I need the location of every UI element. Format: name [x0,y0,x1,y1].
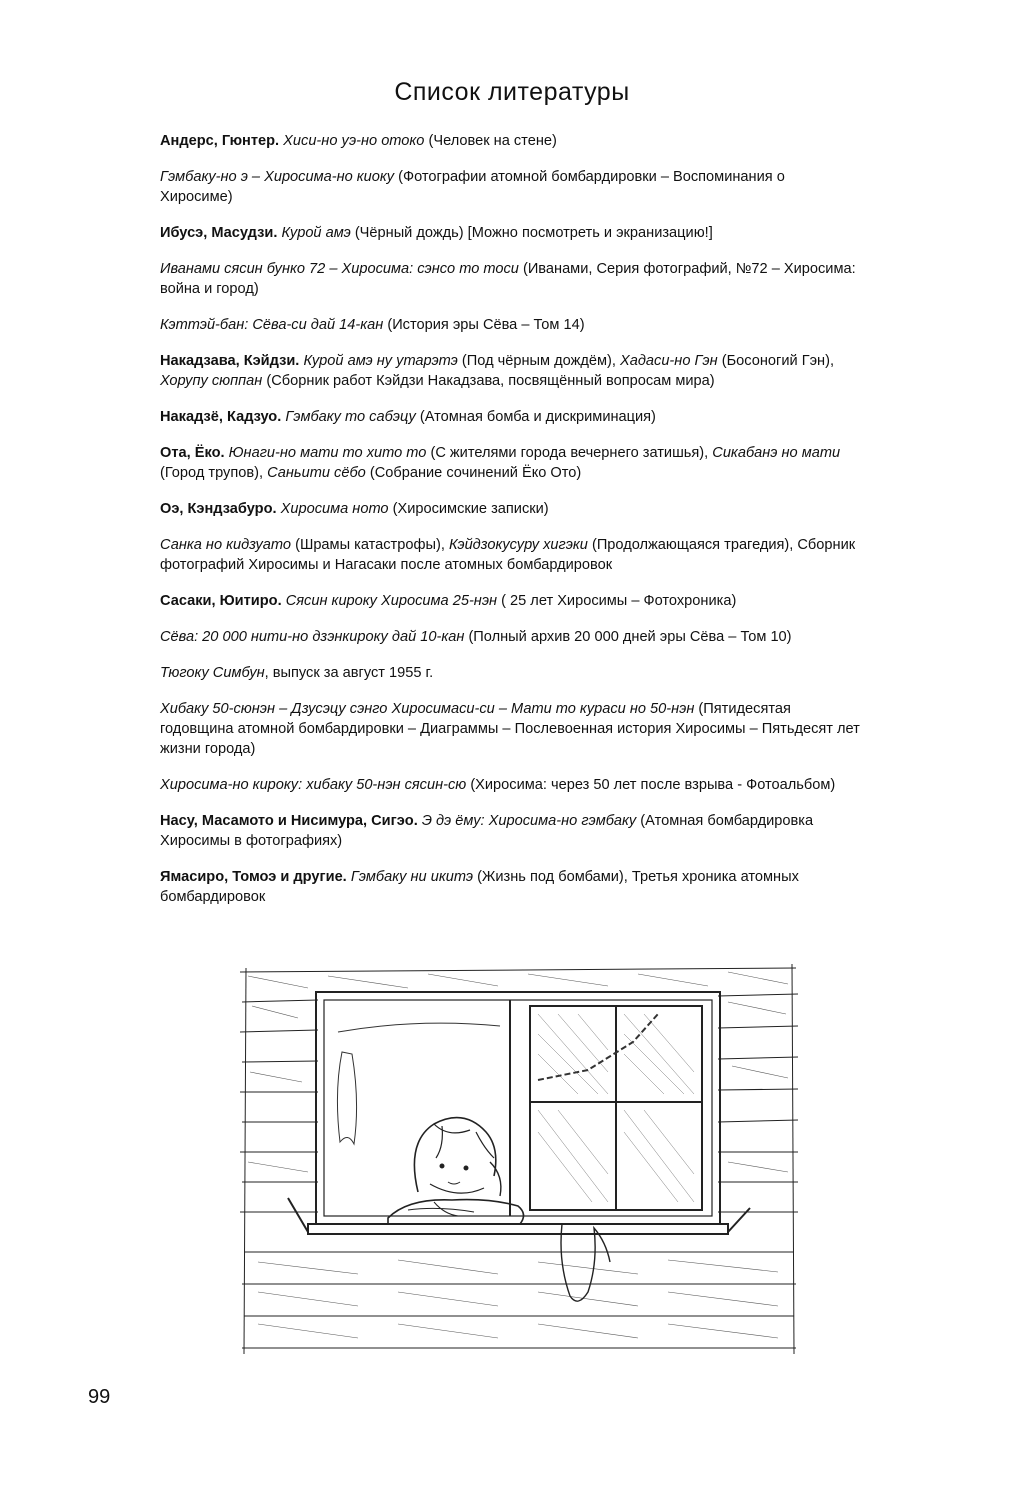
ref-title: Курой амэ ну утарэтэ [303,353,458,369]
page-title: Список литературы [394,78,630,106]
ref-translation: (Под чёрным дождём), [461,353,616,369]
ref-title: Тюгоку Симбун [160,665,265,681]
ref-translation: (Продолжающаяся трагедия), Сборник фотографий Хиросимы и Нагасаки после атомных бомбардировок [160,537,856,573]
ref-title: Хиросима-но кироку: хибаку 50-нэн сясин-сю [160,777,467,793]
girl-figure [388,1118,524,1224]
ref-translation: (С жителями города вечернего затишья), [430,445,709,461]
ref-title: Курой амэ [281,225,351,241]
ref-translation: (Город трупов), [160,465,264,481]
ref-translation: (История эры Сёва – Том 14) [387,317,585,333]
ref-translation: (Чёрный дождь) [Можно посмотреть и экранизацию!] [354,225,713,241]
ref-translation: ( 25 лет Хиросимы – Фотохроника) [501,593,737,609]
ref-author: Ота, Ёко. [160,445,225,461]
reference-item [160,499,860,519]
ref-title: Кэттэй-бан: Сёва-си дай 14-кан [160,317,384,333]
ref-title: Э дэ ёму: Хиросима-но гэмбаку [421,813,637,829]
ref-author: Ямасиро, Томоэ и другие. [160,869,347,885]
ref-translation: (Фотографии атомной бомбардировки – Воспоминания о Хиросиме) [160,169,785,205]
ref-translation: (Шрамы катастрофы), [295,537,445,553]
ref-translation: (Человек на стене) [428,133,557,149]
ref-title: Гэмбаку-но э – Хиросима-но киоку [160,169,395,185]
ref-translation: (Хиросимские записки) [392,501,549,517]
ref-translation: (Иванами, Серия фотографий, №72 – Хиросима: война и город) [160,261,856,297]
ref-translation: (Жизнь под бомбами), Третья хроника атомных бомбардировок [160,869,799,905]
ref-translation: (Пятидесятая годовщина атомной бомбардировки – Диаграммы – Послевоенная история Хиросимы – Пятьдесят лет жизни города) [160,701,860,757]
ref-author: Андерс, Гюнтер. [160,133,280,149]
ref-title: Хиросима ното [280,501,389,517]
ref-title: Сикабанэ но мати [712,445,841,461]
ref-author: Сасаки, Юитиро. [160,593,282,609]
reference-item [160,351,860,391]
reference-item [160,699,860,759]
ref-author: Накадзава, Кэйдзи. [160,353,300,369]
ref-translation: (Полный архив 20 000 дней эры Сёва – Том 10) [468,629,792,645]
reference-item [160,223,860,243]
ref-title: Хиси-но уэ-но отоко [283,133,425,149]
ref-title: Саньити сёбо [267,465,366,481]
ref-title: Сёва: 20 000 нити-но дзэнкироку дай 10-кан [160,629,465,645]
ref-title: Сясин кироку Хиросима 25-нэн [285,593,498,609]
ref-translation: (Босоногий Гэн), [721,353,835,369]
ref-title: Гэмбаку то сабэцу [285,409,416,425]
reference-item [160,315,860,335]
page-number: 99 [88,1386,111,1408]
reference-item [160,775,860,795]
ref-author: Ибусэ, Масудзи. [160,225,278,241]
ref-title: Хадаси-но Гэн [619,353,718,369]
ref-translation: (Хиросима: через 50 лет после взрыва - Фотоальбом) [470,777,836,793]
reference-item [160,867,860,907]
ref-title: Кэйдзокусуру хигэки [448,537,588,553]
window-girl-illustration [238,962,800,1360]
ref-title: Санка но кидзуато [160,537,292,553]
ref-translation: (Атомная бомба и дискриминация) [419,409,656,425]
reference-item [160,627,860,647]
ref-title: Юнаги-но мати то хито то [228,445,427,461]
reference-list [160,131,860,923]
ref-translation: (Атомная бомбардировка Хиросимы в фотографиях) [160,813,814,849]
reference-item [160,535,860,575]
reference-item [160,167,860,207]
ref-author: Оэ, Кэндзабуро. [160,501,277,517]
reference-item [160,407,860,427]
ref-translation: (Сборник работ Кэйдзи Накадзава, посвящённый вопросам мира) [266,373,715,389]
reference-item [160,811,860,851]
reference-item [160,663,860,683]
ref-translation: (Собрание сочинений Ёко Ото) [369,465,582,481]
reference-item [160,443,860,483]
ref-title: Гэмбаку ни икитэ [350,869,473,885]
ref-author: Насу, Масамото и Нисимура, Сигэо. [160,813,418,829]
reference-item [160,259,860,299]
ref-author: Накадзё, Кадзуо. [160,409,282,425]
reference-item [160,131,860,151]
ref-title: Иванами сясин бунко 72 – Хиросима: сэнсо то тоси [160,261,519,277]
reference-item [160,591,860,611]
ref-translation: , выпуск за август 1955 г. [264,665,434,681]
ref-title: Хорупу сюппан [160,373,263,389]
ref-title: Хибаку 50-сюнэн – Дзусэцу сэнго Хиросимаси-си – Мати то кураси но 50-нэн [160,701,695,717]
